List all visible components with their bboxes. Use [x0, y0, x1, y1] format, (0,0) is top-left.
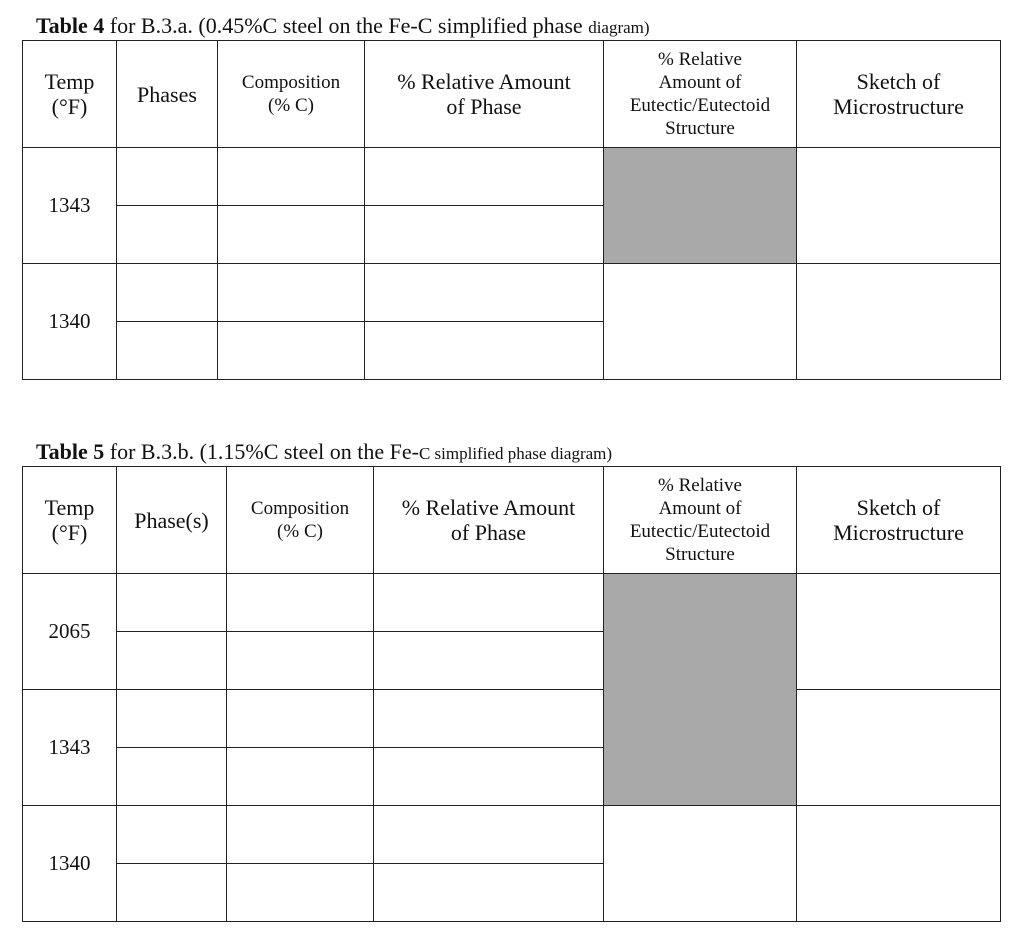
phase-cell[interactable]: [117, 748, 227, 806]
relative-amount-cell[interactable]: [374, 632, 604, 690]
composition-cell[interactable]: [227, 690, 374, 748]
table4-header-sketch: Sketch of Microstructure: [797, 41, 1001, 148]
table4-caption-bold: Table 4: [36, 13, 105, 38]
table4-caption: [36, 14, 650, 40]
table4-header-row: [23, 41, 1001, 148]
composition-cell[interactable]: [227, 806, 374, 864]
relative-amount-cell[interactable]: [374, 690, 604, 748]
table5-header-phases: Phase(s): [117, 467, 227, 574]
table5-caption: [36, 440, 612, 466]
composition-cell[interactable]: [227, 748, 374, 806]
composition-cell[interactable]: [227, 632, 374, 690]
table5-header-composition: Composition (% C): [227, 467, 374, 574]
table5-header-sketch: Sketch of Microstructure: [797, 467, 1001, 574]
table-row: [23, 806, 1001, 864]
sketch-cell[interactable]: [797, 806, 1001, 922]
composition-cell[interactable]: [218, 206, 365, 264]
phase-cell[interactable]: [117, 864, 227, 922]
table4-temp-cell: 1343: [23, 148, 117, 264]
phase-cell[interactable]: [117, 690, 227, 748]
table4: [22, 40, 1001, 380]
relative-amount-cell[interactable]: [365, 148, 604, 206]
relative-amount-cell[interactable]: [365, 206, 604, 264]
table4-header-temp: Temp (°F): [23, 41, 117, 148]
phase-cell[interactable]: [117, 574, 227, 632]
phase-cell[interactable]: [117, 148, 218, 206]
sketch-cell[interactable]: [797, 148, 1001, 264]
phase-cell[interactable]: [117, 264, 218, 322]
phase-cell[interactable]: [117, 322, 218, 380]
table5-caption-tail: C simplified phase diagram): [418, 444, 613, 463]
table4-caption-text: for B.3.a. (0.45%C steel on the Fe-C simplified phase: [104, 13, 589, 38]
table5-temp-cell: 2065: [23, 574, 117, 690]
relative-amount-cell[interactable]: [365, 322, 604, 380]
composition-cell[interactable]: [227, 864, 374, 922]
table-row: [23, 574, 1001, 632]
composition-cell[interactable]: [227, 574, 374, 632]
composition-cell[interactable]: [218, 322, 365, 380]
shaded-eutectic-cell: [604, 574, 797, 806]
table5-header-relative-amount: % Relative Amount of Phase: [374, 467, 604, 574]
table4-caption-tail: diagram): [588, 18, 650, 37]
table4-temp-cell: 1340: [23, 264, 117, 380]
table5-temp-cell: 1340: [23, 806, 117, 922]
table-row: [23, 264, 1001, 322]
eutectic-cell[interactable]: [604, 806, 797, 922]
table5-temp-cell: 1343: [23, 690, 117, 806]
table4-header-eutectic: % Relative Amount of Eutectic/Eutectoid Structure: [604, 41, 797, 148]
table5-header-row: [23, 467, 1001, 574]
table4-header-phases: Phases: [117, 41, 218, 148]
table-row: [23, 690, 1001, 748]
shaded-eutectic-cell: [604, 148, 797, 264]
table5-caption-bold: Table 5: [36, 439, 105, 464]
phase-cell[interactable]: [117, 806, 227, 864]
composition-cell[interactable]: [218, 148, 365, 206]
eutectic-cell[interactable]: [604, 264, 797, 380]
table5-caption-text: for B.3.b. (1.15%C steel on the Fe-: [104, 439, 419, 464]
phase-cell[interactable]: [117, 632, 227, 690]
relative-amount-cell[interactable]: [374, 806, 604, 864]
sketch-cell[interactable]: [797, 690, 1001, 806]
relative-amount-cell[interactable]: [365, 264, 604, 322]
relative-amount-cell[interactable]: [374, 864, 604, 922]
sketch-cell[interactable]: [797, 264, 1001, 380]
composition-cell[interactable]: [218, 264, 365, 322]
table5-header-eutectic: % Relative Amount of Eutectic/Eutectoid Structure: [604, 467, 797, 574]
relative-amount-cell[interactable]: [374, 748, 604, 806]
table4-header-relative-amount: % Relative Amount of Phase: [365, 41, 604, 148]
table-row: [23, 148, 1001, 206]
relative-amount-cell[interactable]: [374, 574, 604, 632]
table4-header-composition: Composition (% C): [218, 41, 365, 148]
phase-cell[interactable]: [117, 206, 218, 264]
table5-header-temp: Temp (°F): [23, 467, 117, 574]
sketch-cell[interactable]: [797, 574, 1001, 690]
table5: [22, 466, 1001, 922]
